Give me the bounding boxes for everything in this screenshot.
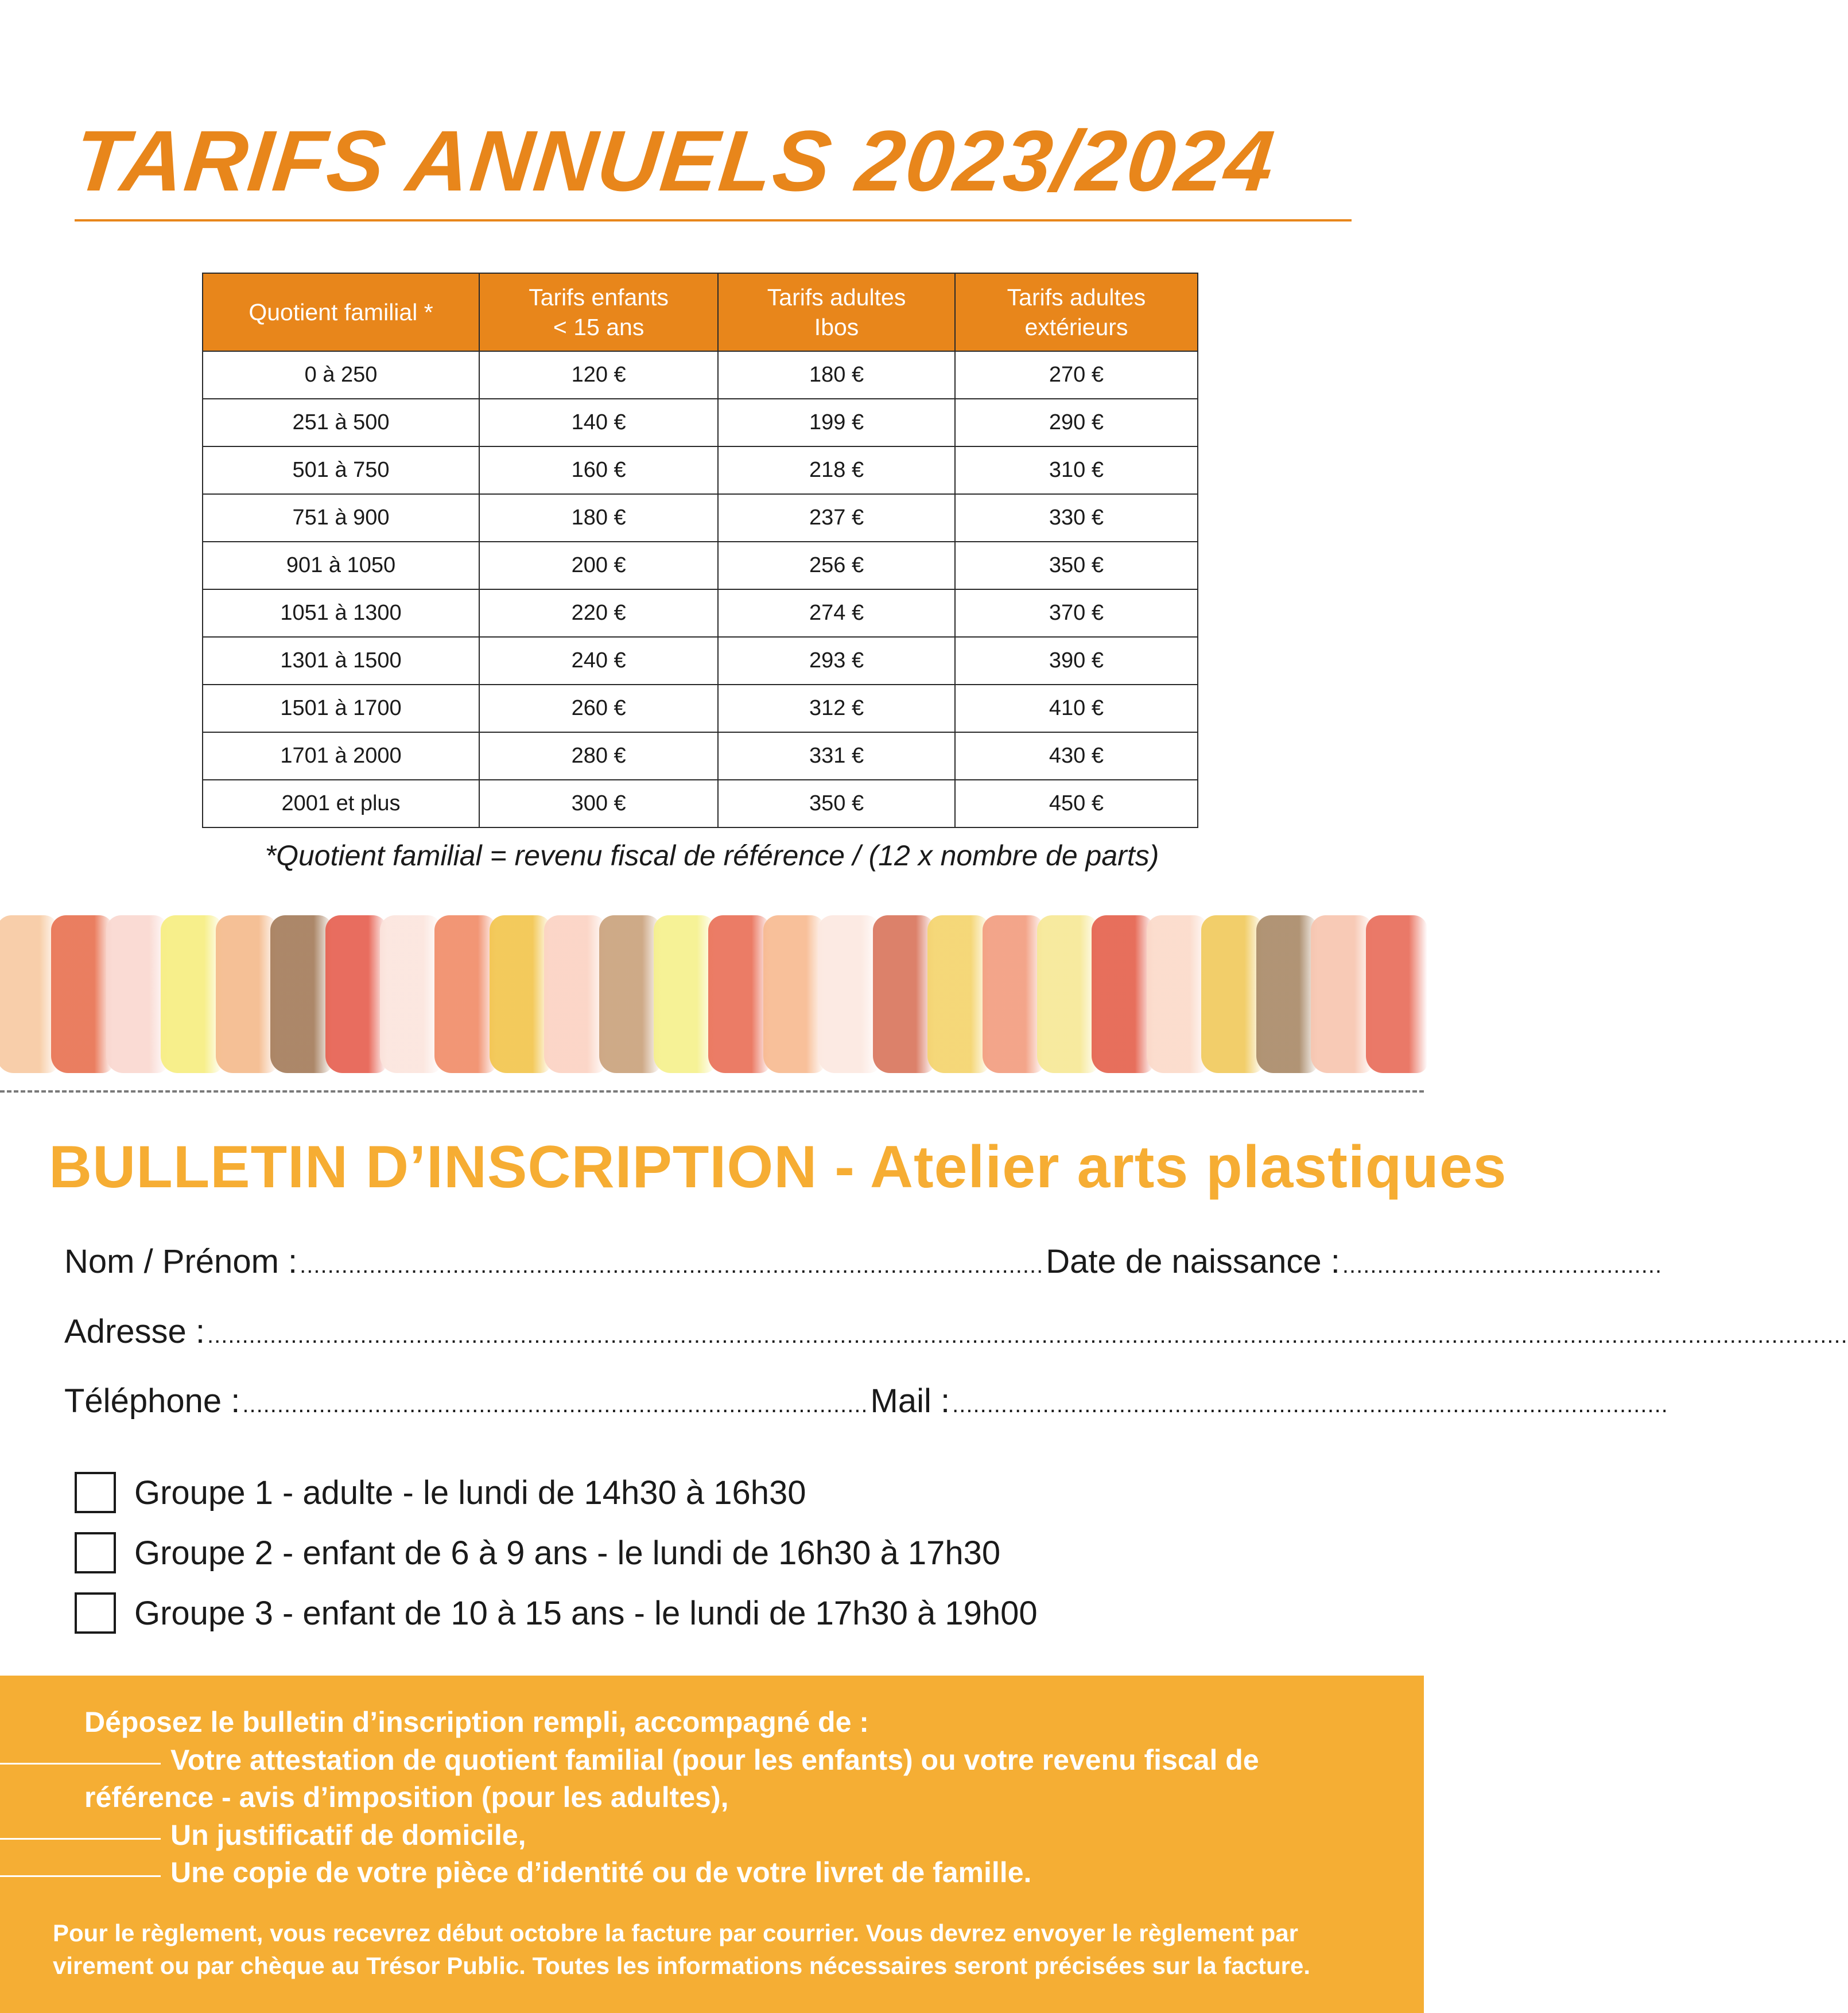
table-cell: 390 €: [955, 637, 1198, 685]
table-cell: 331 €: [718, 732, 955, 780]
watercolor-stripe: [599, 915, 661, 1073]
table-cell: 160 €: [479, 446, 718, 494]
watercolor-stripe: [1366, 915, 1427, 1073]
watercolor-stripe: [1092, 915, 1153, 1073]
watercolor-stripe: [106, 915, 168, 1073]
table-cell: 1051 à 1300: [203, 589, 479, 637]
table-row: [203, 399, 1198, 446]
table-cell: 901 à 1050: [203, 542, 479, 589]
form-row-telephone-mail: [64, 1382, 1668, 1428]
watercolor-stripe: [544, 915, 605, 1073]
table-cell: 2001 et plus: [203, 780, 479, 827]
info-intro: Déposez le bulletin d’inscription rempli, accompagné de :: [84, 1706, 869, 1738]
group-option-1[interactable]: [75, 1471, 806, 1514]
watercolor-stripe: [325, 915, 387, 1073]
table-cell: 501 à 750: [203, 446, 479, 494]
group-2-checkbox[interactable]: [75, 1532, 116, 1573]
table-cell: 310 €: [955, 446, 1198, 494]
telephone-label: Téléphone :: [64, 1382, 240, 1420]
table-cell: 120 €: [479, 351, 718, 399]
watercolor-stripe: [216, 915, 277, 1073]
info-item-identite: Une copie de votre pièce d’identité ou de votre livret de famille.: [170, 1856, 1032, 1888]
table-cell: 251 à 500: [203, 399, 479, 446]
adresse-label: Adresse :: [64, 1313, 205, 1350]
table-cell: 140 €: [479, 399, 718, 446]
table-row: [203, 732, 1198, 780]
table-cell: 1301 à 1500: [203, 637, 479, 685]
table-cell: 370 €: [955, 589, 1198, 637]
watercolor-stripe: [654, 915, 715, 1073]
watercolor-stripe: [1201, 915, 1263, 1073]
telephone-field[interactable]: ..........................................................................................: [242, 1392, 868, 1417]
mail-field[interactable]: .......................................................................................................: [952, 1392, 1668, 1417]
dash-bullet: [0, 1763, 161, 1765]
nom-prenom-field[interactable]: ...........................................................................................................: [300, 1253, 1044, 1278]
watercolor-stripe: [161, 915, 222, 1073]
group-option-3[interactable]: [75, 1591, 1038, 1635]
table-cell: 200 €: [479, 542, 718, 589]
table-cell: 199 €: [718, 399, 955, 446]
form-row-nom-naissance: [64, 1242, 1663, 1288]
table-cell: 1501 à 1700: [203, 685, 479, 732]
payment-note: Pour le règlement, vous recevrez début octobre la facture par courrier. Vous devrez envoyer le règlement par virement ou par chèque au Trésor Public. Toutes les informations nécessaires seront précisées sur la facture.: [53, 1919, 1311, 1979]
table-cell: 350 €: [955, 542, 1198, 589]
table-cell: 350 €: [718, 780, 955, 827]
column-header-quotient: Quotient familial *: [203, 273, 479, 351]
table-cell: 270 €: [955, 351, 1198, 399]
column-header-adultes-exterieurs: Tarifs adultes extérieurs: [955, 273, 1198, 351]
group-option-2[interactable]: [75, 1531, 1000, 1575]
watercolor-stripe: [873, 915, 934, 1073]
watercolor-stripe: [51, 915, 112, 1073]
watercolor-stripe: [270, 915, 332, 1073]
table-row: [203, 542, 1198, 589]
watercolor-stripe: [490, 915, 551, 1073]
group-3-label: Groupe 3 - enfant de 10 à 15 ans - le lundi de 17h30 à 19h00: [134, 1594, 1038, 1632]
watercolor-stripes-banner: [0, 915, 1424, 1073]
watercolor-stripe: [763, 915, 825, 1073]
group-2-label: Groupe 2 - enfant de 6 à 9 ans - le lundi de 16h30 à 17h30: [134, 1534, 1001, 1572]
table-row: [203, 589, 1198, 637]
table-cell: 274 €: [718, 589, 955, 637]
tarifs-table-header: [203, 273, 1198, 351]
date-naissance-field[interactable]: ..............................................: [1342, 1253, 1663, 1278]
watercolor-stripe: [927, 915, 989, 1073]
group-1-checkbox[interactable]: [75, 1472, 116, 1513]
table-cell: 1701 à 2000: [203, 732, 479, 780]
watercolor-stripe: [434, 915, 496, 1073]
title-divider: [75, 219, 1352, 221]
table-row: [203, 494, 1198, 542]
table-row: [203, 685, 1198, 732]
info-item-domicile: Un justificatif de domicile,: [170, 1819, 526, 1851]
dash-bullet: [0, 1838, 161, 1840]
watercolor-stripe: [1037, 915, 1098, 1073]
nom-prenom-label: Nom / Prénom :: [64, 1243, 298, 1280]
table-row: [203, 780, 1198, 827]
watercolor-stripe: [1147, 915, 1208, 1073]
info-item-quotient-continued: référence - avis d’imposition (pour les adultes),: [84, 1781, 729, 1813]
table-cell: 300 €: [479, 780, 718, 827]
watercolor-stripe: [983, 915, 1044, 1073]
table-cell: 280 €: [479, 732, 718, 780]
group-3-checkbox[interactable]: [75, 1592, 116, 1634]
watercolor-stripe: [818, 915, 879, 1073]
table-cell: 430 €: [955, 732, 1198, 780]
watercolor-stripe: [380, 915, 441, 1073]
mail-label: Mail :: [870, 1382, 950, 1420]
table-cell: 256 €: [718, 542, 955, 589]
watercolor-stripe: [0, 915, 58, 1073]
page-title: TARIFS ANNUELS 2023/2024: [69, 112, 1280, 209]
table-cell: 180 €: [479, 494, 718, 542]
table-cell: 293 €: [718, 637, 955, 685]
info-box: [0, 1676, 1424, 2013]
watercolor-stripe: [1256, 915, 1318, 1073]
table-cell: 450 €: [955, 780, 1198, 827]
tarifs-table: [202, 273, 1198, 828]
table-row: [203, 446, 1198, 494]
watercolor-stripe: [1311, 915, 1372, 1073]
adresse-field[interactable]: ............................................................................................................................................................................................................................................: [207, 1323, 1848, 1348]
dash-bullet: [0, 1875, 161, 1877]
bulletin-title: BULLETIN D’INSCRIPTION - Atelier arts plastiques: [49, 1134, 1507, 1200]
table-cell: 218 €: [718, 446, 955, 494]
date-naissance-label: Date de naissance :: [1046, 1243, 1340, 1280]
table-cell: 237 €: [718, 494, 955, 542]
info-item-quotient: Votre attestation de quotient familial (pour les enfants) ou votre revenu fiscal de: [170, 1744, 1259, 1776]
table-cell: 260 €: [479, 685, 718, 732]
table-cell: 290 €: [955, 399, 1198, 446]
dashed-cut-line: [0, 1090, 1424, 1093]
watercolor-stripe: [708, 915, 770, 1073]
table-cell: 330 €: [955, 494, 1198, 542]
table-cell: 240 €: [479, 637, 718, 685]
table-cell: 312 €: [718, 685, 955, 732]
table-row: [203, 351, 1198, 399]
table-cell: 180 €: [718, 351, 955, 399]
table-cell: 0 à 250: [203, 351, 479, 399]
table-cell: 410 €: [955, 685, 1198, 732]
quotient-footnote: *Quotient familial = revenu fiscal de référence / (12 x nombre de parts): [265, 840, 1159, 872]
group-1-label: Groupe 1 - adulte - le lundi de 14h30 à 16h30: [134, 1474, 806, 1511]
column-header-enfants: Tarifs enfants < 15 ans: [479, 273, 718, 351]
column-header-adultes-ibos: Tarifs adultes Ibos: [718, 273, 955, 351]
form-row-adresse: [64, 1312, 1848, 1358]
table-row: [203, 637, 1198, 685]
table-cell: 220 €: [479, 589, 718, 637]
table-cell: 751 à 900: [203, 494, 479, 542]
